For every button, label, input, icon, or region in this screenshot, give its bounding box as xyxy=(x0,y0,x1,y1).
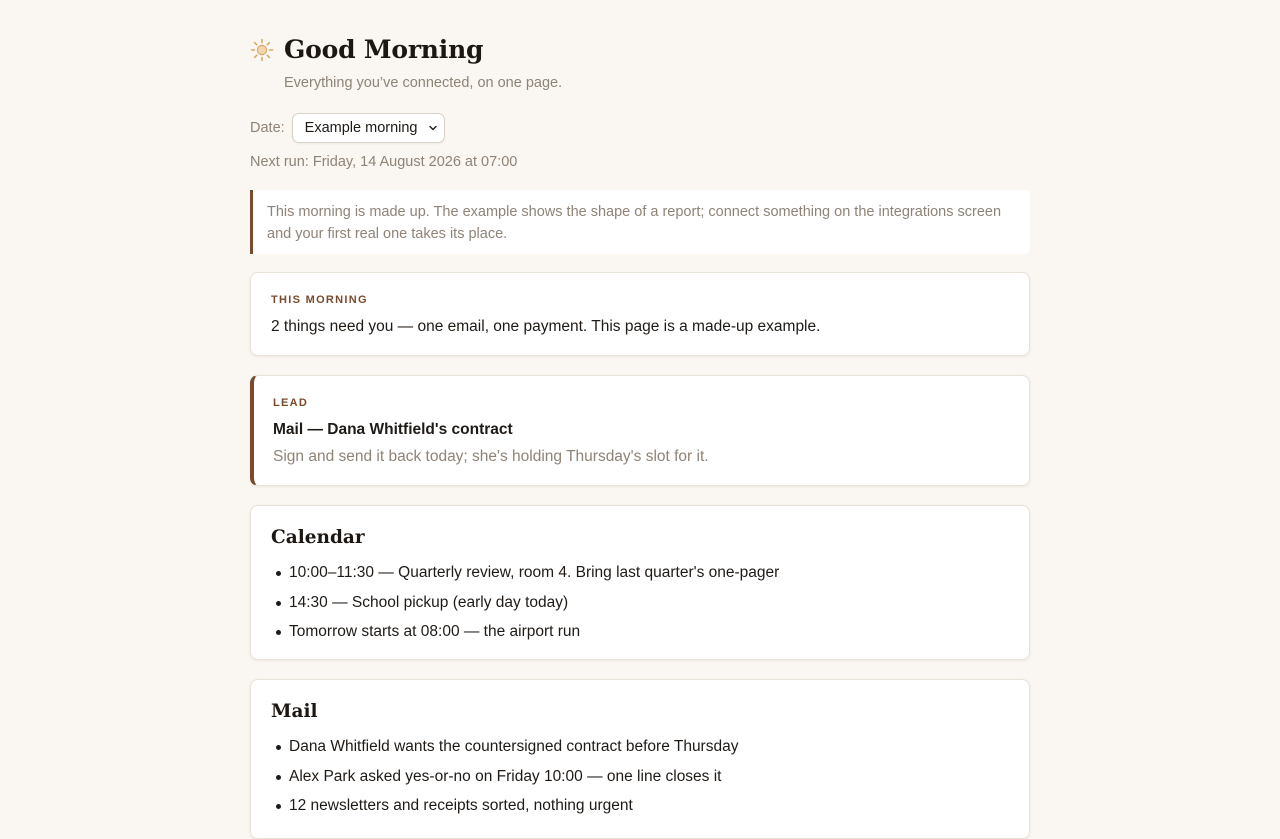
lead-eyebrow: LEAD xyxy=(273,397,309,409)
mail-item-text: Alex Park asked yes-or-no on Friday 10:00 — one line closes it xyxy=(289,767,722,785)
date-label: Date: xyxy=(250,120,285,136)
bullet xyxy=(276,804,281,809)
list-item xyxy=(271,732,1009,762)
list-item xyxy=(271,762,1009,792)
lead-description: Sign and send it back today; she's holding Thursday's slot for it. xyxy=(273,448,709,465)
page-header xyxy=(250,34,1030,98)
date-select[interactable] xyxy=(292,113,445,143)
bullet xyxy=(276,745,281,750)
page-title: Good Morning xyxy=(284,35,484,64)
calendar-item-text: 10:00–11:30 — Quarterly review, room 4. Bring last quarter's one-pager xyxy=(289,564,780,581)
mail-card xyxy=(250,679,1030,839)
next-run-text: Next run: Friday, 14 August 2026 at 07:00 xyxy=(250,154,518,170)
this-morning-card xyxy=(250,272,1030,356)
calendar-list xyxy=(271,558,1009,647)
calendar-item-text: 14:30 — School pickup (early day today) xyxy=(289,593,569,611)
bullet xyxy=(276,601,281,606)
example-notice: This morning is made up. The example shows the shape of a report; connect something on the integrations screen and your first real one takes its place. xyxy=(250,190,1030,254)
lead-card[interactable] xyxy=(250,375,1030,486)
calendar-item-text: Tomorrow starts at 08:00 — the airport run xyxy=(289,623,581,640)
mail-item-text: Dana Whitfield wants the countersigned contract before Thursday xyxy=(289,738,739,755)
bullet xyxy=(276,630,281,635)
this-morning-eyebrow: THIS MORNING xyxy=(271,294,368,306)
morning-report-page xyxy=(250,0,1030,839)
sun-icon xyxy=(250,38,274,62)
bullet xyxy=(276,775,281,780)
bullet xyxy=(276,571,281,576)
mail-title: Mail xyxy=(271,701,318,722)
mail-item-text: 12 newsletters and receipts sorted, nothing urgent xyxy=(289,797,633,814)
calendar-title: Calendar xyxy=(271,527,365,548)
chevron-down-icon xyxy=(428,123,438,133)
list-item xyxy=(271,617,1009,647)
this-morning-summary: 2 things need you — one email, one payment. This page is a made-up example. xyxy=(271,318,821,335)
lead-title: Mail — Dana Whitfield's contract xyxy=(273,421,513,438)
mail-list xyxy=(271,732,1009,821)
list-item xyxy=(271,791,1009,821)
date-picker-row xyxy=(250,113,1030,143)
calendar-card xyxy=(250,505,1030,660)
page-subtitle: Everything you’ve connected, on one page. xyxy=(284,75,563,91)
date-select-value: Example morning xyxy=(304,120,418,136)
list-item xyxy=(271,558,1009,588)
list-item xyxy=(271,588,1009,618)
